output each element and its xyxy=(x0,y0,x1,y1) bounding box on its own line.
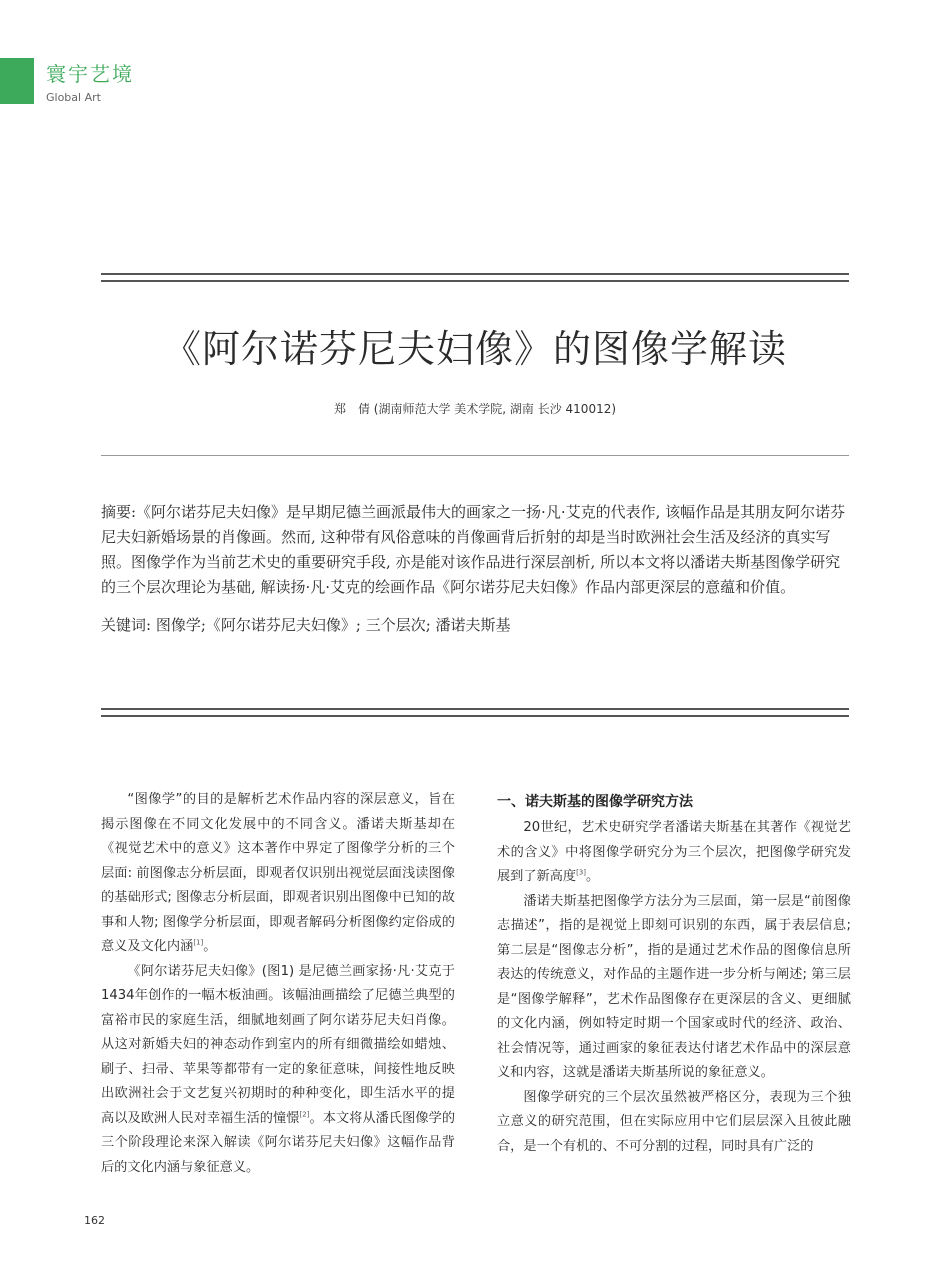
body-paragraph: 图像学研究的三个层次虽然被严格区分，表现为三个独立意义的研究范围，但在实际应用中它们层层深入且彼此融合，是一个有机的、不可分割的过程，同时具有广泛的 xyxy=(497,1089,851,1154)
abstract: 摘要:《阿尔诺芬尼夫妇像》是早期尼德兰画派最伟大的画家之一扬·凡·艾克的代表作, 该幅作品是其朋友阿尔诺芬尼夫妇新婚场景的肖像画。然而, 这种带有风俗意味的肖像画背后折射的却是当时欧洲社会生活及经济的真实写照。图像学作为当前艺术史的重要研究手段, 亦是能对该作品进行深层剖析, 所以本文将以潘诺夫斯基图像学研究的三个层次理论为基础, 解读扬·凡·艾克的绘画作品《阿尔诺芬尼夫妇像》作品内部更深层的意蕴和价值。 xyxy=(101,503,846,596)
section-heading: 一、诺夫斯基的图像学研究方法 xyxy=(497,794,693,810)
citation-ref[interactable]: [2] xyxy=(299,1110,310,1119)
author-affiliation: 郑 倩 (湖南师范大学 美术学院, 湖南 长沙 410012) xyxy=(333,402,617,416)
keywords: 关键词: 图像学;《阿尔诺芬尼夫妇像》; 三个层次; 潘诺夫斯基 xyxy=(101,616,511,634)
body-column-left xyxy=(101,788,455,1180)
citation-ref[interactable]: [1] xyxy=(193,938,204,947)
body-paragraph: 20世纪，艺术史研究学者潘诺夫斯基在其著作《视觉艺术的含义》中将图像学研究分为三个层次，把图像学研究发展到了新高度[3]。 xyxy=(497,820,851,884)
body-paragraph: “图像学”的目的是解析艺术作品内容的深层意义，旨在揭示图像在不同文化发展中的不同含义。潘诺夫斯基却在《视觉艺术中的意义》这本著作中界定了图像学分析的三个层面: 前图像志分析层面，即观者仅识别出视觉层面浅读图像的基础形式; 图像志分析层面，即观者识别出图像中已知的故事和人物; 图像学分析层面，即观者解码分析图像约定俗成的意义及文化内涵[1]。 xyxy=(101,792,455,954)
citation-ref[interactable]: [3] xyxy=(576,868,587,877)
page-number: 162 xyxy=(84,1214,105,1227)
journal-name: 寰宇艺境 xyxy=(46,62,134,86)
body-paragraph: 《阿尔诺芬尼夫妇像》(图1) 是尼德兰画家扬·凡·艾克于1434年创作的一幅木板油画。该幅油画描绘了尼德兰典型的富裕市民的家庭生活，细腻地刻画了阿尔诺芬尼夫妇肖像。从这对新婚夫妇的神态动作到室内的所有细微描绘如蜡烛、刷子、扫帚、苹果等都带有一定的象征意味，间接性地反映出欧洲社会于文艺复兴初期时的种种变化，即生活水平的提高以及欧洲人民对幸福生活的憧憬[2]。本文将从潘氏图像学的三个阶段理论来深入解读《阿尔诺芬尼夫妇像》这幅作品背后的文化内涵与象征意义。 xyxy=(101,963,456,1175)
article-title: 《阿尔诺芬尼夫妇像》的图像学解读 xyxy=(162,327,787,371)
journal-color-tab xyxy=(0,58,34,104)
abstract-bottom-rule xyxy=(101,708,849,717)
body-column-right xyxy=(497,790,851,1159)
journal-name-english: Global Art xyxy=(46,91,101,104)
body-paragraph: 潘诺夫斯基把图像学方法分为三层面，第一层是“前图像志描述”，指的是视觉上即刻可识别的东西，属于表层信息; 第二层是“图像志分析”，指的是通过艺术作品的图像信息所表达的传统意义，对作品的主题作进一步分析与阐述; 第三层是“图像学解释”，艺术作品图像存在更深层的含义、更细腻的文化内涵，例如特定时期一个国家或时代的经济、政治、社会情况等，通过画家的象征表达付诸艺术作品中的深层意义和内容，这就是潘诺夫斯基所说的象征意义。 xyxy=(497,893,851,1080)
header-divider xyxy=(101,455,849,456)
title-top-rule xyxy=(101,273,849,282)
